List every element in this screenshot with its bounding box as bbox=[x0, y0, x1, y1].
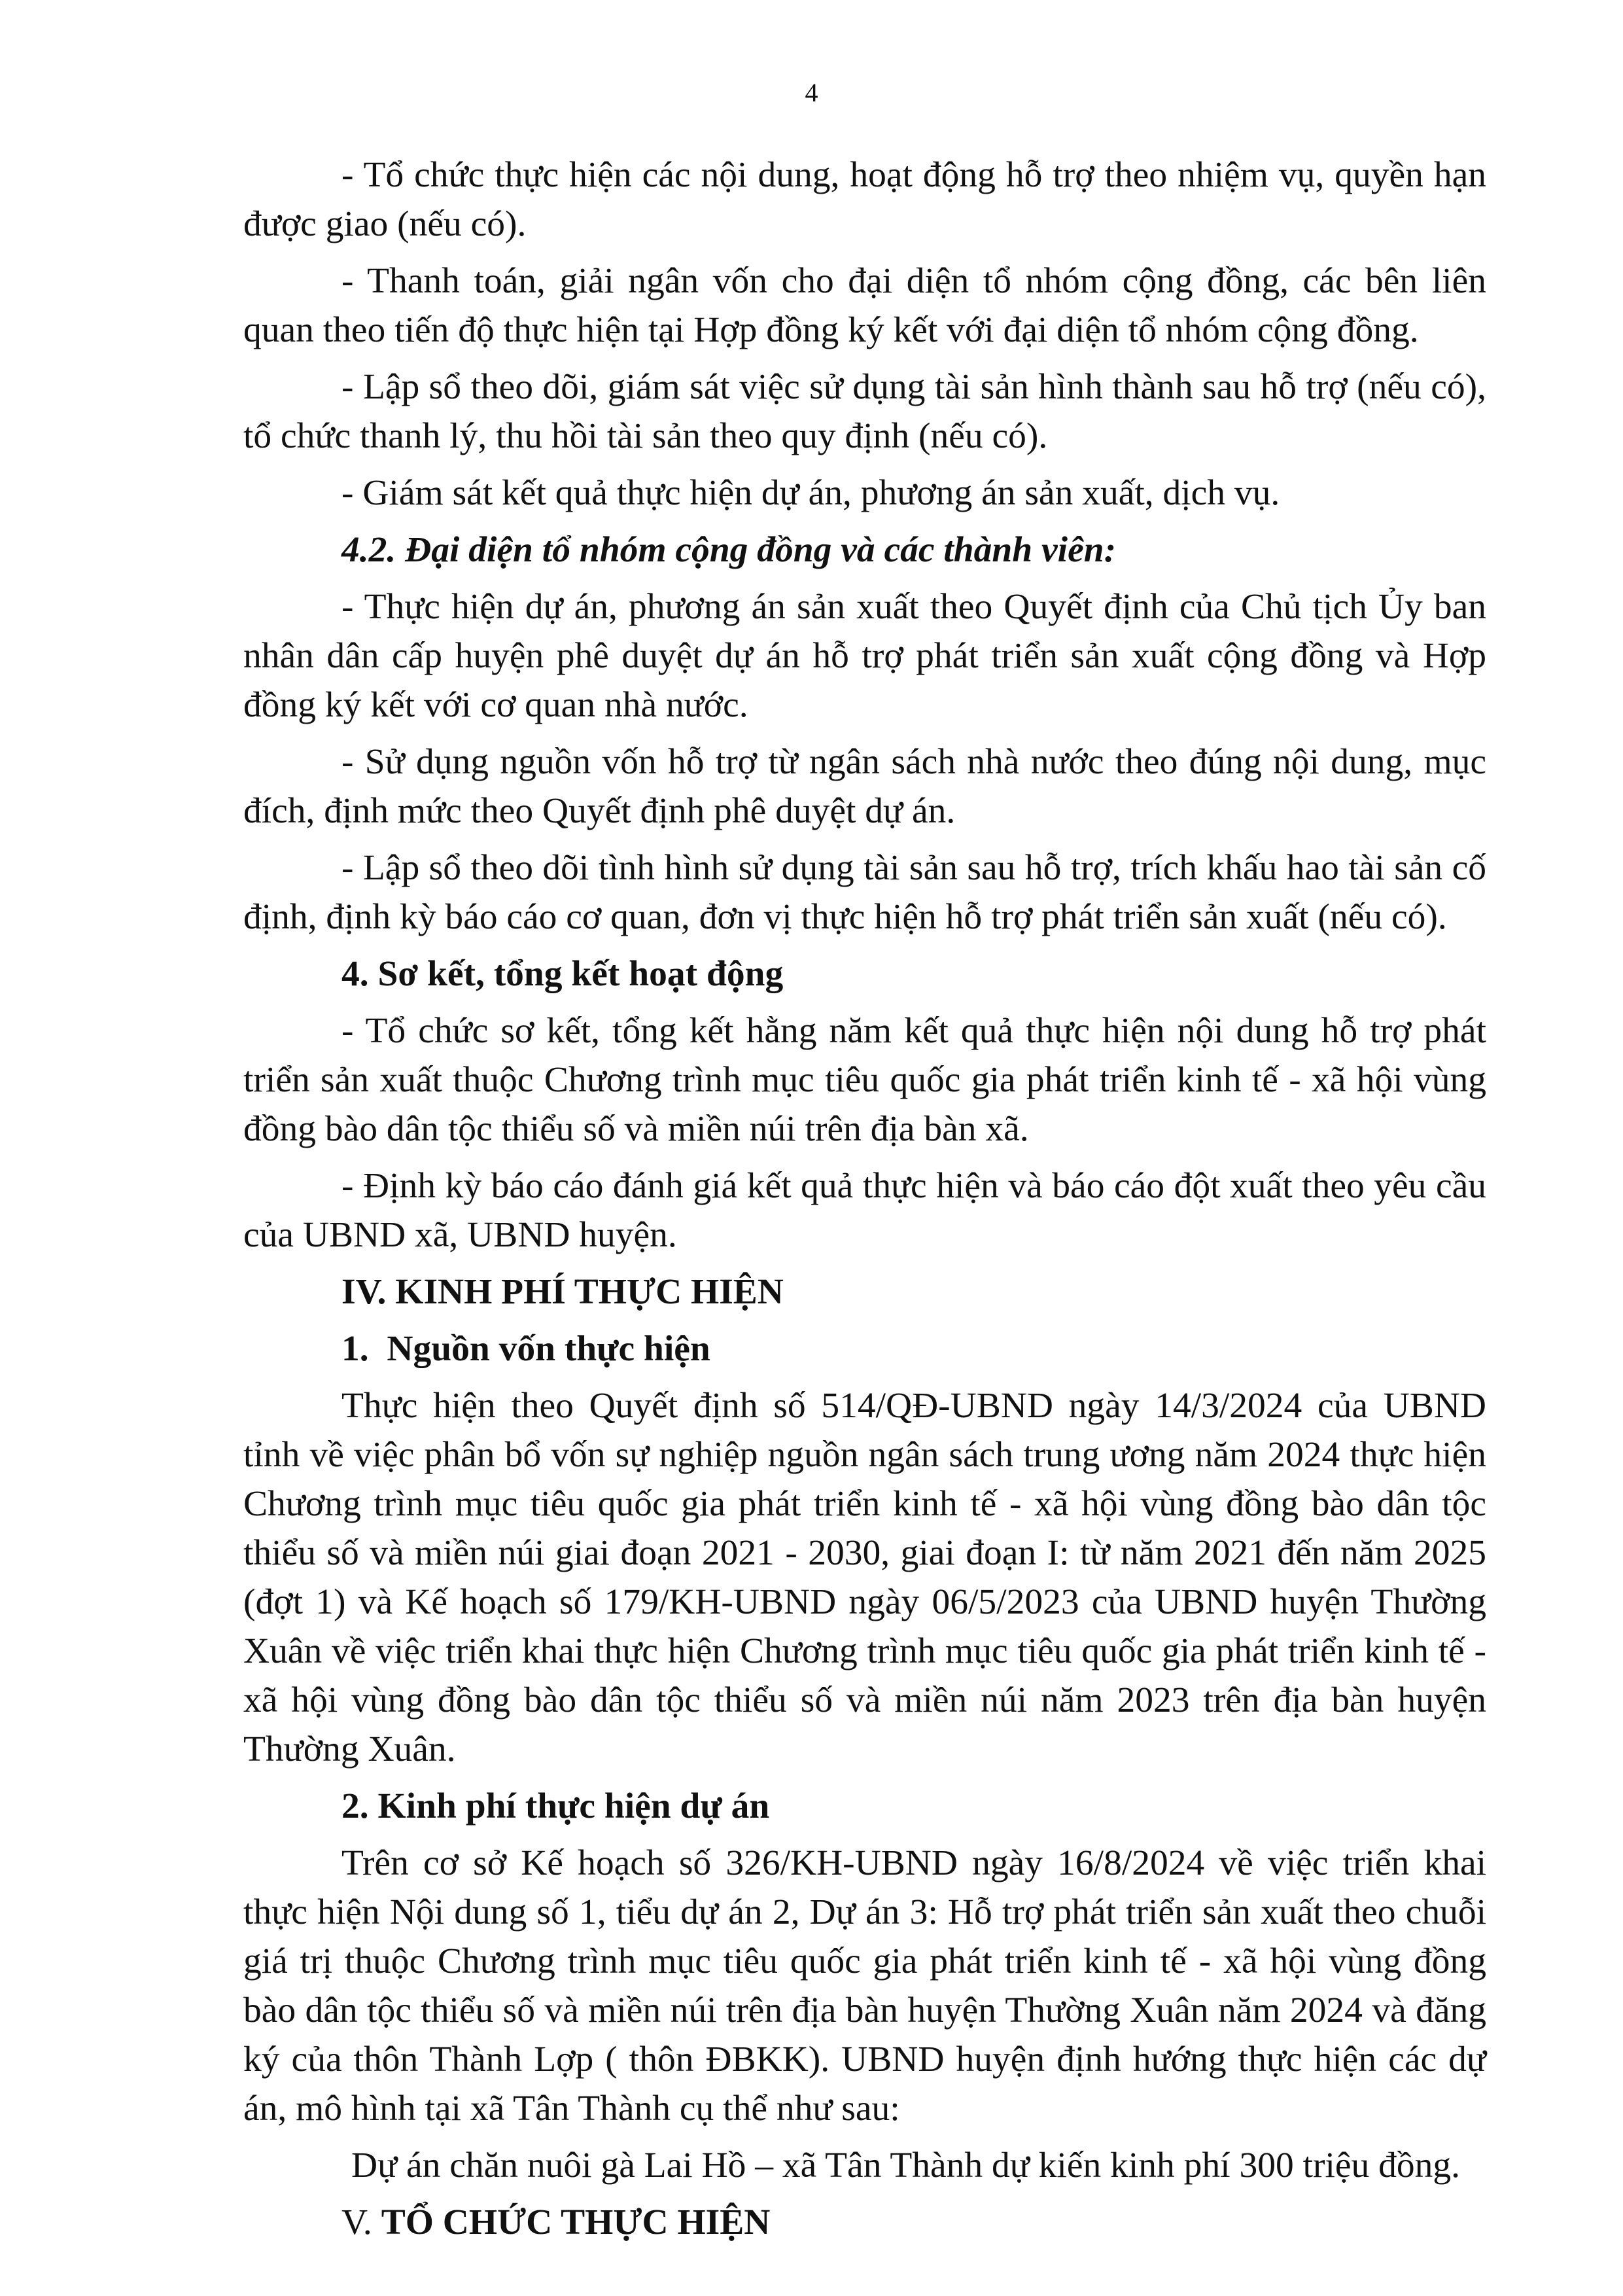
paragraph: Thực hiện theo Quyết định số 514/QĐ-UBND ngày 14/3/2024 của UBND tỉnh về việc phân bổ vốn sự nghiệp nguồn ngân sách trung ương năm 2024 thực hiện Chương trình mục tiêu quốc gia phát triển kinh tế - xã hội vùng đồng bào dân tộc thiểu số và miền núi giai đoạn 2021 - 2030, giai đoạn I: từ năm 2021 đến năm 2025 (đợt 1) và Kế hoạch số 179/KH-UBND ngày 06/5/2023 của UBND huyện Thường Xuân về việc triển khai thực hiện Chương trình mục tiêu quốc gia phát triển kinh tế - xã hội vùng đồng bào dân tộc thiểu số và miền núi năm 2023 trên địa bàn huyện Thường Xuân. bbox=[243, 1386, 1486, 1769]
paragraph: - Thực hiện dự án, phương án sản xuất theo Quyết định của Chủ tịch Ủy ban nhân dân cấp huyện phê duyệt dự án hỗ trợ phát triển sản xuất cộng đồng và Hợp đồng ký kết với cơ quan nhà nước. bbox=[243, 587, 1486, 725]
paragraph: - Tổ chức sơ kết, tổng kết hằng năm kết quả thực hiện nội dung hỗ trợ phát triển sản xuất thuộc Chương trình mục tiêu quốc gia phát triển kinh tế - xã hội vùng đồng bào dân tộc thiểu số và miền núi trên địa bàn xã. bbox=[243, 1011, 1486, 1149]
page-number: 4 bbox=[805, 78, 818, 107]
section-heading-4: 4. Sơ kết, tổng kết hoạt động bbox=[341, 954, 784, 994]
section-heading-v bbox=[243, 2198, 1486, 2247]
paragraph: - Định kỳ báo cáo đánh giá kết quả thực hiện và báo cáo đột xuất theo yêu cầu của UBND xã, UBND huyện. bbox=[243, 1166, 1486, 1255]
paragraph: - Lập sổ theo dõi tình hình sử dụng tài sản sau hỗ trợ, trích khấu hao tài sản cố định, định kỳ báo cáo cơ quan, đơn vị thực hiện hỗ trợ phát triển sản xuất (nếu có). bbox=[243, 848, 1486, 937]
paragraph: Dự án chăn nuôi gà Lai Hồ – xã Tân Thành dự kiến kinh phí 300 triệu đồng. bbox=[351, 2146, 1461, 2185]
paragraph: - Tổ chức thực hiện các nội dung, hoạt động hỗ trợ theo nhiệm vụ, quyền hạn được giao (nếu có). bbox=[243, 155, 1486, 244]
section-heading-4-2: 4.2. Đại diện tổ nhóm cộng đồng và các thành viên: bbox=[341, 530, 1117, 570]
paragraph: Trên cơ sở Kế hoạch số 326/KH-UBND ngày 16/8/2024 về việc triển khai thực hiện Nội dung số 1, tiểu dự án 2, Dự án 3: Hỗ trợ phát triển sản xuất theo chuỗi giá trị thuộc Chương trình mục tiêu quốc gia phát triển kinh tế - xã hội vùng đồng bào dân tộc thiểu số và miền núi trên địa bàn huyện Thường Xuân năm 2024 và đăng ký của thôn Thành Lợp ( thôn ĐBKK). UBND huyện định hướng thực hiện các dự án, mô hình tại xã Tân Thành cụ thể như sau: bbox=[243, 1843, 1486, 2128]
paragraph: - Giám sát kết quả thực hiện dự án, phương án sản xuất, dịch vụ. bbox=[341, 473, 1280, 513]
paragraph: - Lập sổ theo dõi, giám sát việc sử dụng tài sản hình thành sau hỗ trợ (nếu có), tổ chức thanh lý, thu hồi tài sản theo quy định (nếu có). bbox=[243, 367, 1486, 456]
section-heading-iv: IV. KINH PHÍ THỰC HIỆN bbox=[341, 1272, 784, 1312]
section-number: V. bbox=[341, 2202, 381, 2242]
paragraph: - Thanh toán, giải ngân vốn cho đại diện tổ nhóm cộng đồng, các bên liên quan theo tiến độ thực hiện tại Hợp đồng ký kết với đại diện tổ nhóm cộng đồng. bbox=[243, 261, 1486, 350]
paragraph: - Sử dụng nguồn vốn hỗ trợ từ ngân sách nhà nước theo đúng nội dung, mục đích, định mức theo Quyết định phê duyệt dự án. bbox=[243, 742, 1486, 831]
section-title: TỔ CHỨC THỰC HIỆN bbox=[381, 2202, 771, 2242]
section-heading-1: 1. Nguồn vốn thực hiện bbox=[341, 1329, 710, 1369]
section-heading-2: 2. Kinh phí thực hiện dự án bbox=[341, 1786, 770, 1826]
document-body bbox=[243, 150, 1486, 2255]
